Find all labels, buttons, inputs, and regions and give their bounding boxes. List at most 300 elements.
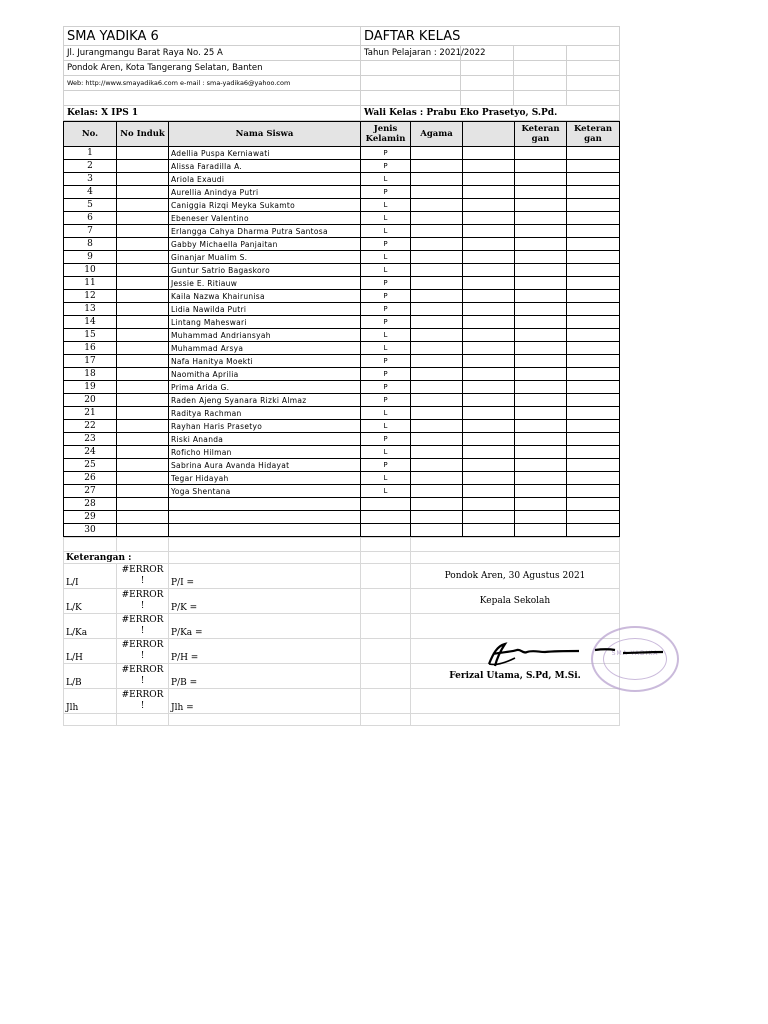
school-name: SMA YADIKA 6 bbox=[64, 27, 361, 46]
student-name: Rayhan Haris Prasetyo bbox=[169, 420, 361, 433]
row-no-induk bbox=[117, 511, 169, 524]
summary-pcode: Jlh = bbox=[169, 689, 361, 714]
row-blank bbox=[463, 290, 515, 303]
table-row bbox=[64, 420, 620, 433]
row-no-induk bbox=[117, 225, 169, 238]
col-header-jenis-kelamin: Jenis Kelamin bbox=[361, 122, 411, 147]
row-keterangan-2 bbox=[567, 199, 620, 212]
row-agama bbox=[411, 407, 463, 420]
row-blank bbox=[463, 511, 515, 524]
row-keterangan-2 bbox=[567, 238, 620, 251]
student-name: Aurellia Anindya Putri bbox=[169, 186, 361, 199]
row-no-induk bbox=[117, 342, 169, 355]
row-no-induk bbox=[117, 316, 169, 329]
student-name bbox=[169, 498, 361, 511]
row-blank bbox=[463, 485, 515, 498]
student-gender bbox=[361, 498, 411, 511]
row-number: 15 bbox=[64, 329, 117, 342]
row-keterangan-2 bbox=[567, 277, 620, 290]
student-gender: P bbox=[361, 186, 411, 199]
student-name: Muhammad Andriansyah bbox=[169, 329, 361, 342]
student-gender: L bbox=[361, 212, 411, 225]
student-name: Tegar Hidayah bbox=[169, 472, 361, 485]
row-keterangan-1 bbox=[515, 186, 567, 199]
row-number: 24 bbox=[64, 446, 117, 459]
row-keterangan-1 bbox=[515, 277, 567, 290]
stamp-text: SMA YADIKA bbox=[611, 650, 659, 657]
col-header-no: No. bbox=[64, 122, 117, 147]
row-keterangan-2 bbox=[567, 212, 620, 225]
table-row bbox=[64, 485, 620, 498]
summary-error: #ERROR ! bbox=[117, 614, 169, 639]
homeroom-teacher: Wali Kelas : Prabu Eko Prasetyo, S.Pd. bbox=[361, 106, 620, 121]
student-name: Raditya Rachman bbox=[169, 407, 361, 420]
row-blank bbox=[463, 394, 515, 407]
summary-pcode: P/Ka = bbox=[169, 614, 361, 639]
row-keterangan-1 bbox=[515, 446, 567, 459]
row-number: 8 bbox=[64, 238, 117, 251]
student-gender: L bbox=[361, 446, 411, 459]
summary-row bbox=[64, 564, 620, 589]
student-gender: L bbox=[361, 251, 411, 264]
row-no-induk bbox=[117, 303, 169, 316]
table-row bbox=[64, 524, 620, 537]
row-keterangan-1 bbox=[515, 472, 567, 485]
row-number: 12 bbox=[64, 290, 117, 303]
col-header-keterangan-1: Keteran gan bbox=[515, 122, 567, 147]
row-no-induk bbox=[117, 459, 169, 472]
row-keterangan-2 bbox=[567, 524, 620, 537]
student-gender: L bbox=[361, 264, 411, 277]
row-agama bbox=[411, 186, 463, 199]
row-blank bbox=[463, 472, 515, 485]
student-name: Nafa Hanitya Moekti bbox=[169, 355, 361, 368]
row-number: 18 bbox=[64, 368, 117, 381]
student-gender: L bbox=[361, 485, 411, 498]
row-keterangan-1 bbox=[515, 147, 567, 160]
student-name: Jessie E. Ritiauw bbox=[169, 277, 361, 290]
signer-name: Ferizal Utama, S.Pd, M.Si. bbox=[411, 664, 620, 689]
row-number: 30 bbox=[64, 524, 117, 537]
row-blank bbox=[463, 277, 515, 290]
row-blank bbox=[463, 459, 515, 472]
row-agama bbox=[411, 368, 463, 381]
row-no-induk bbox=[117, 420, 169, 433]
student-name: Kaila Nazwa Khairunisa bbox=[169, 290, 361, 303]
row-keterangan-1 bbox=[515, 290, 567, 303]
student-gender: P bbox=[361, 303, 411, 316]
row-blank bbox=[463, 524, 515, 537]
row-agama bbox=[411, 420, 463, 433]
row-keterangan-1 bbox=[515, 329, 567, 342]
row-agama bbox=[411, 251, 463, 264]
table-row bbox=[64, 472, 620, 485]
row-agama bbox=[411, 524, 463, 537]
summary-code: L/H bbox=[64, 639, 117, 664]
student-gender: L bbox=[361, 342, 411, 355]
student-name: Riski Ananda bbox=[169, 433, 361, 446]
summary-code: L/Ka bbox=[64, 614, 117, 639]
row-agama bbox=[411, 147, 463, 160]
row-keterangan-2 bbox=[567, 303, 620, 316]
row-keterangan-1 bbox=[515, 199, 567, 212]
row-agama bbox=[411, 225, 463, 238]
row-keterangan-1 bbox=[515, 355, 567, 368]
summary-code: Jlh bbox=[64, 689, 117, 714]
table-row bbox=[64, 264, 620, 277]
row-number: 22 bbox=[64, 420, 117, 433]
student-name: Adellia Puspa Kerniawati bbox=[169, 147, 361, 160]
table-header-row bbox=[64, 122, 620, 147]
row-no-induk bbox=[117, 173, 169, 186]
student-gender: P bbox=[361, 394, 411, 407]
student-name: Ariola Exaudi bbox=[169, 173, 361, 186]
summary-error: #ERROR ! bbox=[117, 689, 169, 714]
row-keterangan-2 bbox=[567, 485, 620, 498]
row-keterangan-1 bbox=[515, 524, 567, 537]
row-keterangan-1 bbox=[515, 381, 567, 394]
row-blank bbox=[463, 342, 515, 355]
table-row bbox=[64, 225, 620, 238]
row-number: 3 bbox=[64, 173, 117, 186]
row-no-induk bbox=[117, 498, 169, 511]
row-keterangan-2 bbox=[567, 472, 620, 485]
row-keterangan-2 bbox=[567, 446, 620, 459]
table-row bbox=[64, 199, 620, 212]
row-no-induk bbox=[117, 212, 169, 225]
row-keterangan-1 bbox=[515, 433, 567, 446]
row-keterangan-2 bbox=[567, 394, 620, 407]
summary-row bbox=[64, 589, 620, 614]
row-no-induk bbox=[117, 277, 169, 290]
row-number: 13 bbox=[64, 303, 117, 316]
row-keterangan-2 bbox=[567, 420, 620, 433]
student-name: Lidia Nawilda Putri bbox=[169, 303, 361, 316]
row-keterangan-1 bbox=[515, 498, 567, 511]
row-number: 29 bbox=[64, 511, 117, 524]
row-blank bbox=[463, 407, 515, 420]
row-keterangan-1 bbox=[515, 303, 567, 316]
student-gender bbox=[361, 524, 411, 537]
summary-error: #ERROR ! bbox=[117, 664, 169, 689]
row-keterangan-2 bbox=[567, 381, 620, 394]
school-year: Tahun Pelajaran : 2021/2022 bbox=[361, 46, 461, 61]
table-row bbox=[64, 446, 620, 459]
row-number: 6 bbox=[64, 212, 117, 225]
student-gender: L bbox=[361, 472, 411, 485]
row-agama bbox=[411, 342, 463, 355]
student-name: Ginanjar Mualim S. bbox=[169, 251, 361, 264]
row-no-induk bbox=[117, 472, 169, 485]
row-blank bbox=[463, 160, 515, 173]
student-rows bbox=[64, 147, 620, 537]
row-blank bbox=[463, 212, 515, 225]
row-agama bbox=[411, 329, 463, 342]
col-header-keterangan-2: Keteran gan bbox=[567, 122, 620, 147]
row-blank bbox=[463, 433, 515, 446]
student-gender: L bbox=[361, 173, 411, 186]
row-agama bbox=[411, 212, 463, 225]
row-agama bbox=[411, 355, 463, 368]
student-name bbox=[169, 524, 361, 537]
row-no-induk bbox=[117, 186, 169, 199]
student-gender: P bbox=[361, 147, 411, 160]
row-no-induk bbox=[117, 238, 169, 251]
row-number: 25 bbox=[64, 459, 117, 472]
row-keterangan-1 bbox=[515, 420, 567, 433]
row-keterangan-1 bbox=[515, 225, 567, 238]
summary-code: L/K bbox=[64, 589, 117, 614]
summary-pcode: P/K = bbox=[169, 589, 361, 614]
col-header-blank bbox=[463, 122, 515, 147]
student-gender: P bbox=[361, 381, 411, 394]
row-keterangan-1 bbox=[515, 342, 567, 355]
student-gender bbox=[361, 511, 411, 524]
row-agama bbox=[411, 433, 463, 446]
row-no-induk bbox=[117, 264, 169, 277]
row-no-induk bbox=[117, 329, 169, 342]
signature-graphic bbox=[483, 640, 668, 670]
row-agama bbox=[411, 511, 463, 524]
row-keterangan-2 bbox=[567, 264, 620, 277]
student-gender: P bbox=[361, 160, 411, 173]
row-keterangan-2 bbox=[567, 329, 620, 342]
row-keterangan-2 bbox=[567, 407, 620, 420]
contact-line: Web: http://www.smayadika6.com e-mail : sma-yadika6@yahoo.com bbox=[64, 76, 361, 91]
row-no-induk bbox=[117, 394, 169, 407]
row-number: 11 bbox=[64, 277, 117, 290]
row-keterangan-2 bbox=[567, 459, 620, 472]
footer-rows bbox=[64, 564, 620, 714]
row-blank bbox=[463, 316, 515, 329]
row-keterangan-1 bbox=[515, 160, 567, 173]
row-keterangan-2 bbox=[567, 355, 620, 368]
summary-pcode: P/I = bbox=[169, 564, 361, 589]
row-number: 7 bbox=[64, 225, 117, 238]
row-agama bbox=[411, 303, 463, 316]
row-agama bbox=[411, 485, 463, 498]
table-row bbox=[64, 342, 620, 355]
row-agama bbox=[411, 472, 463, 485]
doc-title: DAFTAR KELAS bbox=[361, 27, 620, 46]
row-blank bbox=[463, 303, 515, 316]
student-name: Caniggia Rizqi Meyka Sukamto bbox=[169, 199, 361, 212]
summary-error: #ERROR ! bbox=[117, 564, 169, 589]
footer-summary bbox=[63, 537, 620, 726]
table-row bbox=[64, 277, 620, 290]
student-name: Ebeneser Valentino bbox=[169, 212, 361, 225]
row-number: 2 bbox=[64, 160, 117, 173]
row-agama bbox=[411, 316, 463, 329]
class-label: Kelas: X IPS 1 bbox=[64, 106, 361, 121]
table-row bbox=[64, 407, 620, 420]
class-list-sheet bbox=[63, 26, 659, 726]
table-row bbox=[64, 212, 620, 225]
row-keterangan-2 bbox=[567, 251, 620, 264]
row-number: 19 bbox=[64, 381, 117, 394]
summary-error: #ERROR ! bbox=[117, 639, 169, 664]
table-row bbox=[64, 303, 620, 316]
row-agama bbox=[411, 238, 463, 251]
row-no-induk bbox=[117, 381, 169, 394]
table-row bbox=[64, 368, 620, 381]
row-agama bbox=[411, 459, 463, 472]
student-name: Sabrina Aura Avanda Hidayat bbox=[169, 459, 361, 472]
student-gender: P bbox=[361, 459, 411, 472]
table-row bbox=[64, 316, 620, 329]
student-name: Roficho Hilman bbox=[169, 446, 361, 459]
row-keterangan-1 bbox=[515, 251, 567, 264]
col-header-agama: Agama bbox=[411, 122, 463, 147]
row-blank bbox=[463, 225, 515, 238]
student-gender: P bbox=[361, 238, 411, 251]
row-number: 5 bbox=[64, 199, 117, 212]
row-agama bbox=[411, 277, 463, 290]
row-blank bbox=[463, 368, 515, 381]
student-gender: P bbox=[361, 368, 411, 381]
student-gender: L bbox=[361, 225, 411, 238]
row-blank bbox=[463, 420, 515, 433]
row-blank bbox=[463, 238, 515, 251]
address-line1: Jl. Jurangmangu Barat Raya No. 25 A bbox=[64, 46, 361, 61]
student-gender: P bbox=[361, 316, 411, 329]
row-blank bbox=[463, 381, 515, 394]
row-number: 1 bbox=[64, 147, 117, 160]
student-gender: L bbox=[361, 407, 411, 420]
row-number: 16 bbox=[64, 342, 117, 355]
student-gender: P bbox=[361, 433, 411, 446]
row-blank bbox=[463, 498, 515, 511]
row-blank bbox=[463, 173, 515, 186]
row-keterangan-1 bbox=[515, 238, 567, 251]
row-blank bbox=[463, 329, 515, 342]
row-keterangan-2 bbox=[567, 173, 620, 186]
row-agama bbox=[411, 290, 463, 303]
row-no-induk bbox=[117, 199, 169, 212]
summary-pcode: P/H = bbox=[169, 639, 361, 664]
row-no-induk bbox=[117, 160, 169, 173]
summary-pcode: P/B = bbox=[169, 664, 361, 689]
student-name: Prima Arida G. bbox=[169, 381, 361, 394]
student-name: Erlangga Cahya Dharma Putra Santosa bbox=[169, 225, 361, 238]
table-row bbox=[64, 394, 620, 407]
student-gender: P bbox=[361, 277, 411, 290]
row-keterangan-2 bbox=[567, 316, 620, 329]
row-number: 26 bbox=[64, 472, 117, 485]
row-keterangan-1 bbox=[515, 459, 567, 472]
student-name: Muhammad Arsya bbox=[169, 342, 361, 355]
row-number: 14 bbox=[64, 316, 117, 329]
place-date: Pondok Aren, 30 Agustus 2021 bbox=[411, 564, 620, 589]
row-blank bbox=[463, 251, 515, 264]
student-name: Lintang Maheswari bbox=[169, 316, 361, 329]
row-no-induk bbox=[117, 251, 169, 264]
table-row bbox=[64, 433, 620, 446]
row-number: 10 bbox=[64, 264, 117, 277]
table-row bbox=[64, 251, 620, 264]
row-number: 21 bbox=[64, 407, 117, 420]
row-no-induk bbox=[117, 407, 169, 420]
row-blank bbox=[463, 199, 515, 212]
row-blank bbox=[463, 264, 515, 277]
row-agama bbox=[411, 160, 463, 173]
row-keterangan-2 bbox=[567, 511, 620, 524]
student-name: Raden Ajeng Syanara Rizki Almaz bbox=[169, 394, 361, 407]
table-row bbox=[64, 498, 620, 511]
table-row bbox=[64, 459, 620, 472]
student-name: Naomitha Aprilia bbox=[169, 368, 361, 381]
student-gender: L bbox=[361, 420, 411, 433]
row-no-induk bbox=[117, 524, 169, 537]
table-row bbox=[64, 381, 620, 394]
row-keterangan-2 bbox=[567, 290, 620, 303]
row-keterangan-1 bbox=[515, 368, 567, 381]
col-header-no-induk: No Induk bbox=[117, 122, 169, 147]
row-keterangan-1 bbox=[515, 212, 567, 225]
student-gender: P bbox=[361, 290, 411, 303]
keterangan-label: Keterangan : bbox=[64, 552, 169, 564]
summary-row bbox=[64, 614, 620, 639]
row-agama bbox=[411, 394, 463, 407]
row-keterangan-1 bbox=[515, 407, 567, 420]
row-no-induk bbox=[117, 433, 169, 446]
row-agama bbox=[411, 446, 463, 459]
row-agama bbox=[411, 498, 463, 511]
row-blank bbox=[463, 186, 515, 199]
student-name: Yoga Shentana bbox=[169, 485, 361, 498]
signer-title: Kepala Sekolah bbox=[411, 589, 620, 614]
row-agama bbox=[411, 173, 463, 186]
table-row bbox=[64, 186, 620, 199]
row-agama bbox=[411, 199, 463, 212]
row-number: 20 bbox=[64, 394, 117, 407]
summary-code: L/I bbox=[64, 564, 117, 589]
row-number: 28 bbox=[64, 498, 117, 511]
row-number: 23 bbox=[64, 433, 117, 446]
table-row bbox=[64, 355, 620, 368]
row-no-induk bbox=[117, 368, 169, 381]
row-number: 4 bbox=[64, 186, 117, 199]
row-no-induk bbox=[117, 147, 169, 160]
table-row bbox=[64, 329, 620, 342]
row-no-induk bbox=[117, 446, 169, 459]
row-keterangan-2 bbox=[567, 186, 620, 199]
row-number: 17 bbox=[64, 355, 117, 368]
row-keterangan-2 bbox=[567, 342, 620, 355]
row-keterangan-1 bbox=[515, 316, 567, 329]
student-gender: L bbox=[361, 199, 411, 212]
row-keterangan-2 bbox=[567, 433, 620, 446]
row-no-induk bbox=[117, 485, 169, 498]
school-header bbox=[63, 26, 620, 121]
row-blank bbox=[463, 355, 515, 368]
summary-row bbox=[64, 689, 620, 714]
row-keterangan-2 bbox=[567, 160, 620, 173]
row-no-induk bbox=[117, 355, 169, 368]
row-number: 27 bbox=[64, 485, 117, 498]
row-agama bbox=[411, 381, 463, 394]
student-table bbox=[63, 121, 620, 537]
address-line2: Pondok Aren, Kota Tangerang Selatan, Banten bbox=[64, 61, 361, 76]
student-name bbox=[169, 511, 361, 524]
row-blank bbox=[463, 446, 515, 459]
table-row bbox=[64, 173, 620, 186]
row-number: 9 bbox=[64, 251, 117, 264]
row-keterangan-2 bbox=[567, 225, 620, 238]
table-row bbox=[64, 160, 620, 173]
row-keterangan-2 bbox=[567, 368, 620, 381]
student-name: Alissa Faradilla A. bbox=[169, 160, 361, 173]
